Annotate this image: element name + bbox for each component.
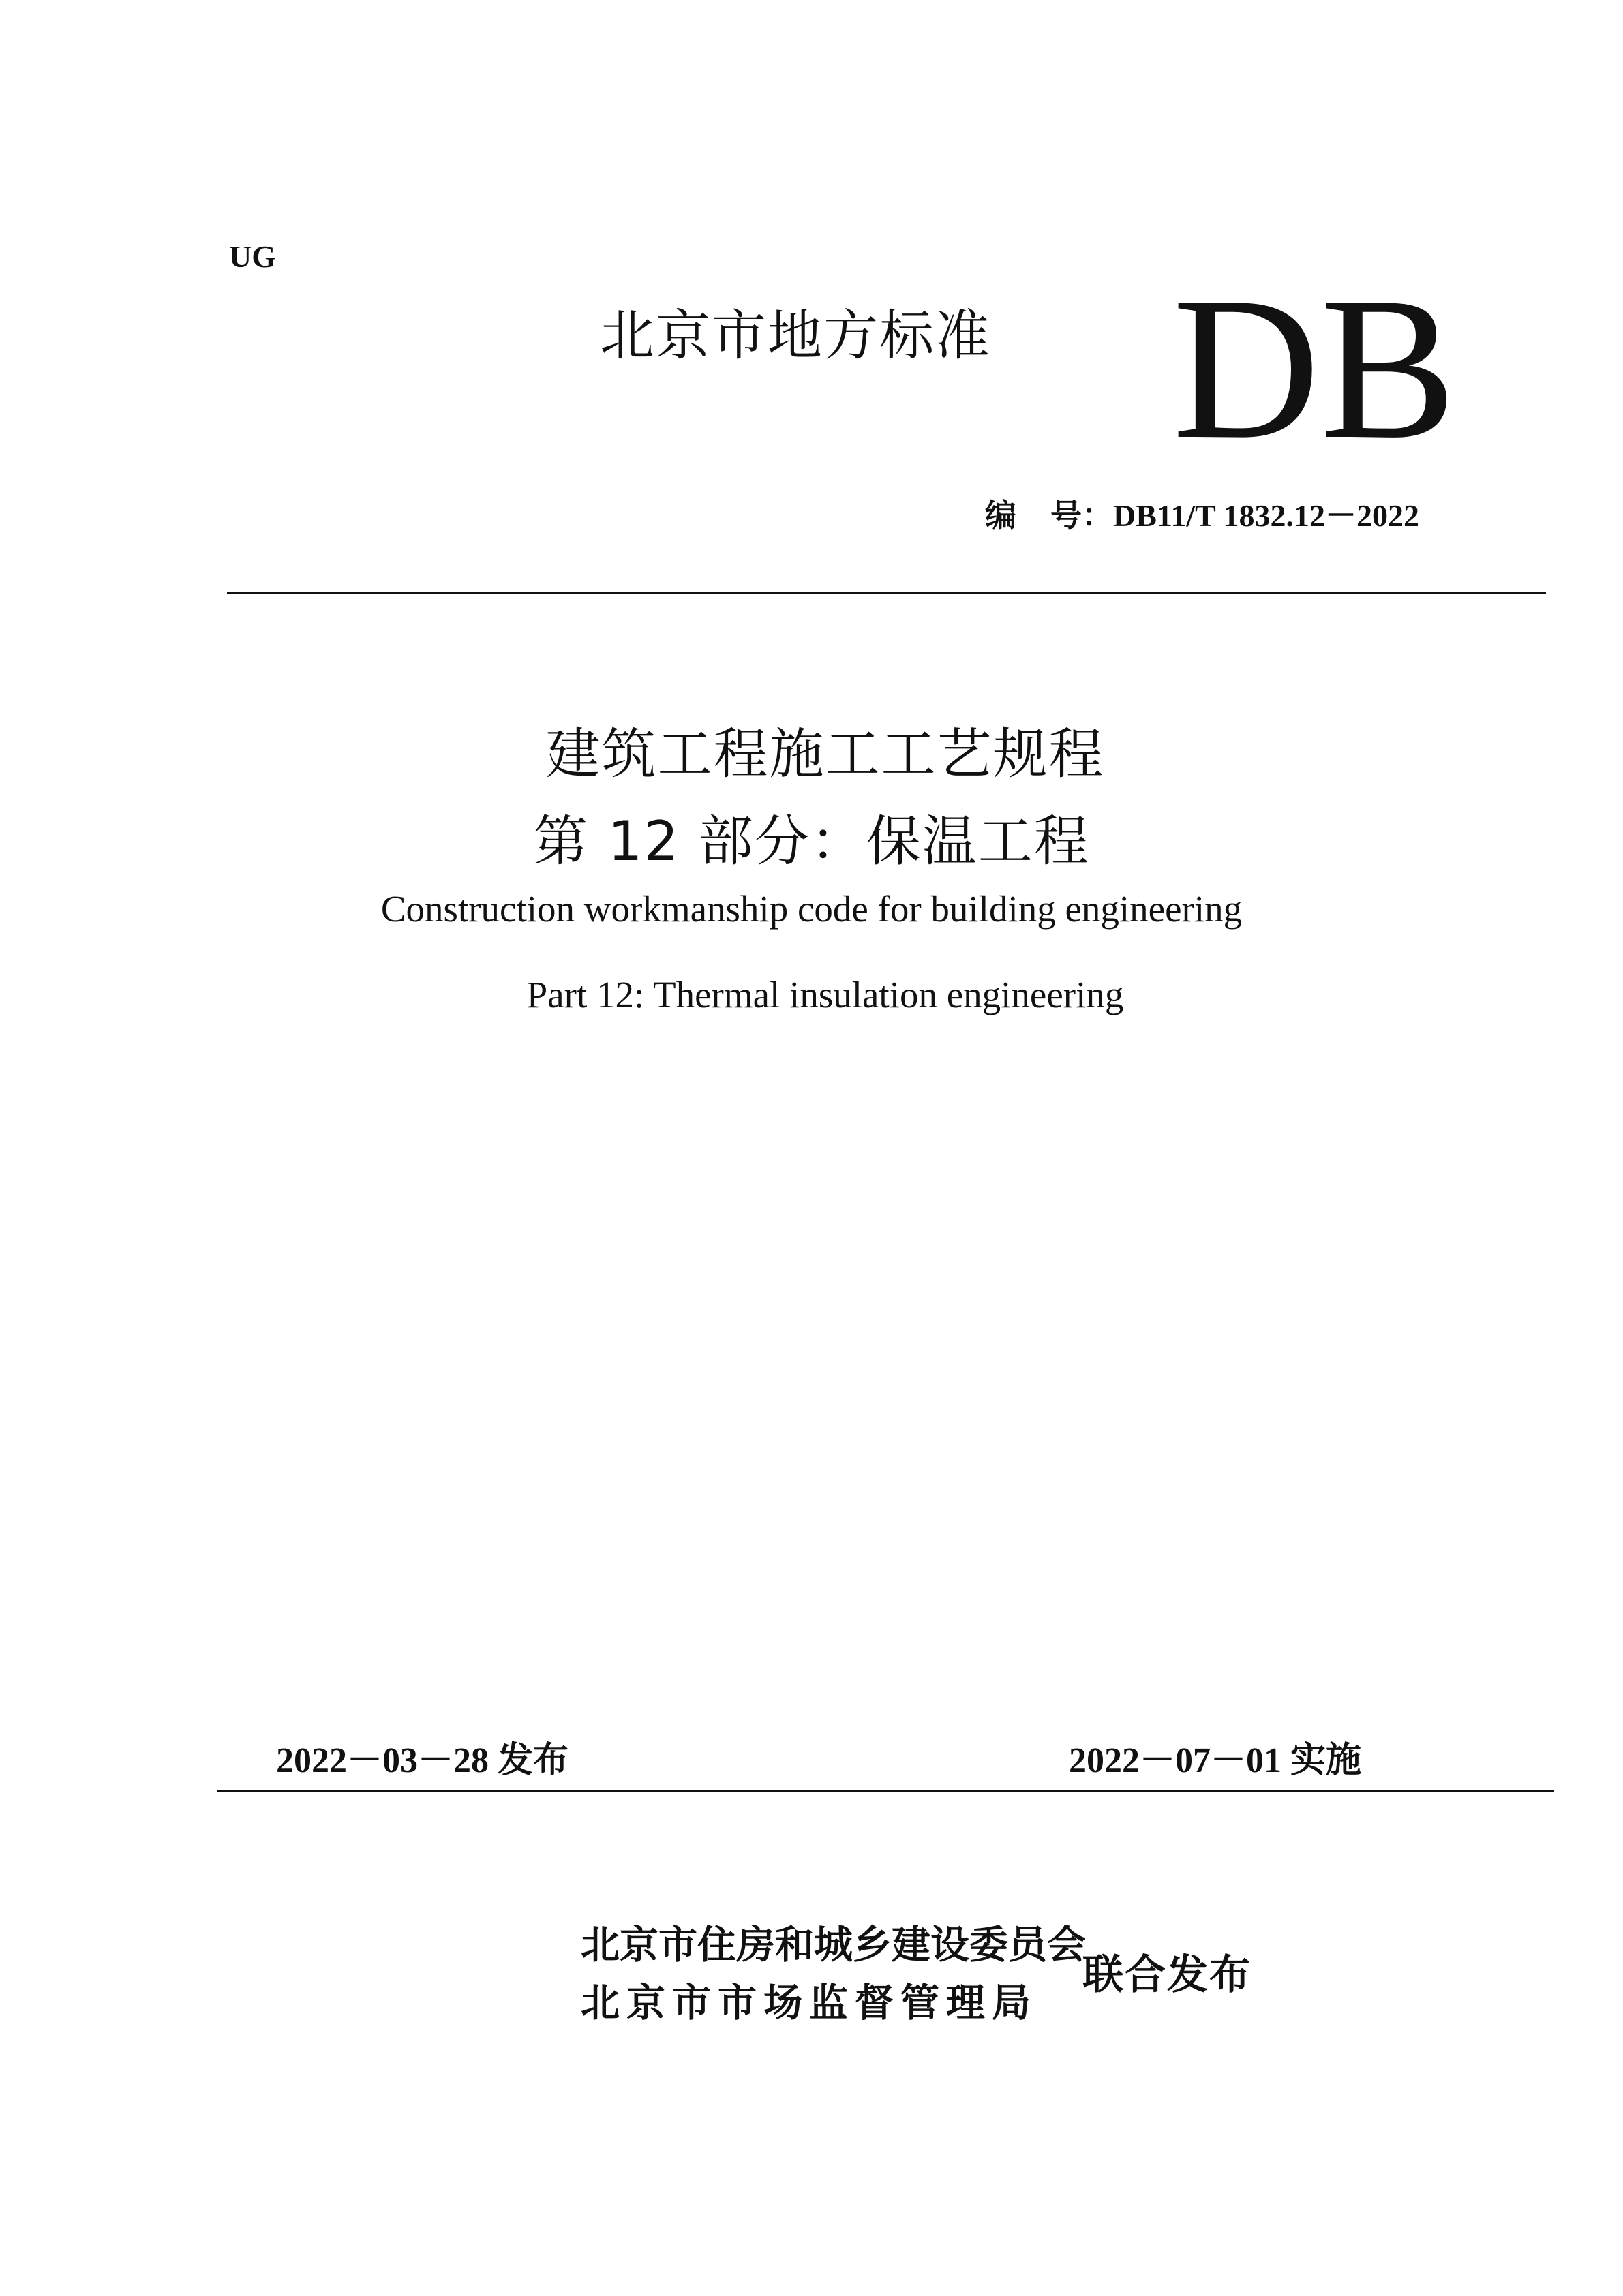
ics-code: UG: [229, 239, 276, 274]
bottom-divider: [217, 1790, 1554, 1792]
title-english-line-2: Part 12: Thermal insulation engineering: [526, 974, 1124, 1015]
standard-number-label-2: 号：: [1050, 498, 1113, 533]
implementation-date: 2022－07－01 实施: [1069, 1741, 1362, 1780]
standard-type-title: 北京市地方标准: [600, 304, 991, 367]
joint-publish-label: 联合发布: [1082, 1951, 1252, 1999]
standard-number-value: DB11/T 1832.12－2022: [1113, 498, 1419, 533]
standard-number: [985, 491, 1419, 536]
publisher-org-1: 北京市住房和城乡建设委员会: [581, 1923, 1086, 1968]
title-chinese-line-2: 第 12 部分：保温工程: [533, 810, 1090, 873]
db-logo: DB: [1172, 255, 1457, 481]
title-chinese-line-1: 建筑工程施工工艺规程: [545, 722, 1105, 786]
top-divider: [227, 592, 1546, 594]
standard-number-label-1: 编: [985, 498, 1016, 533]
issue-date: 2022－03－28 发布: [276, 1741, 569, 1780]
title-english-line-1: Construction workmanship code for building engineering: [380, 888, 1243, 930]
publisher-org-2: 北京市市场监督管理局: [581, 1980, 1037, 2025]
